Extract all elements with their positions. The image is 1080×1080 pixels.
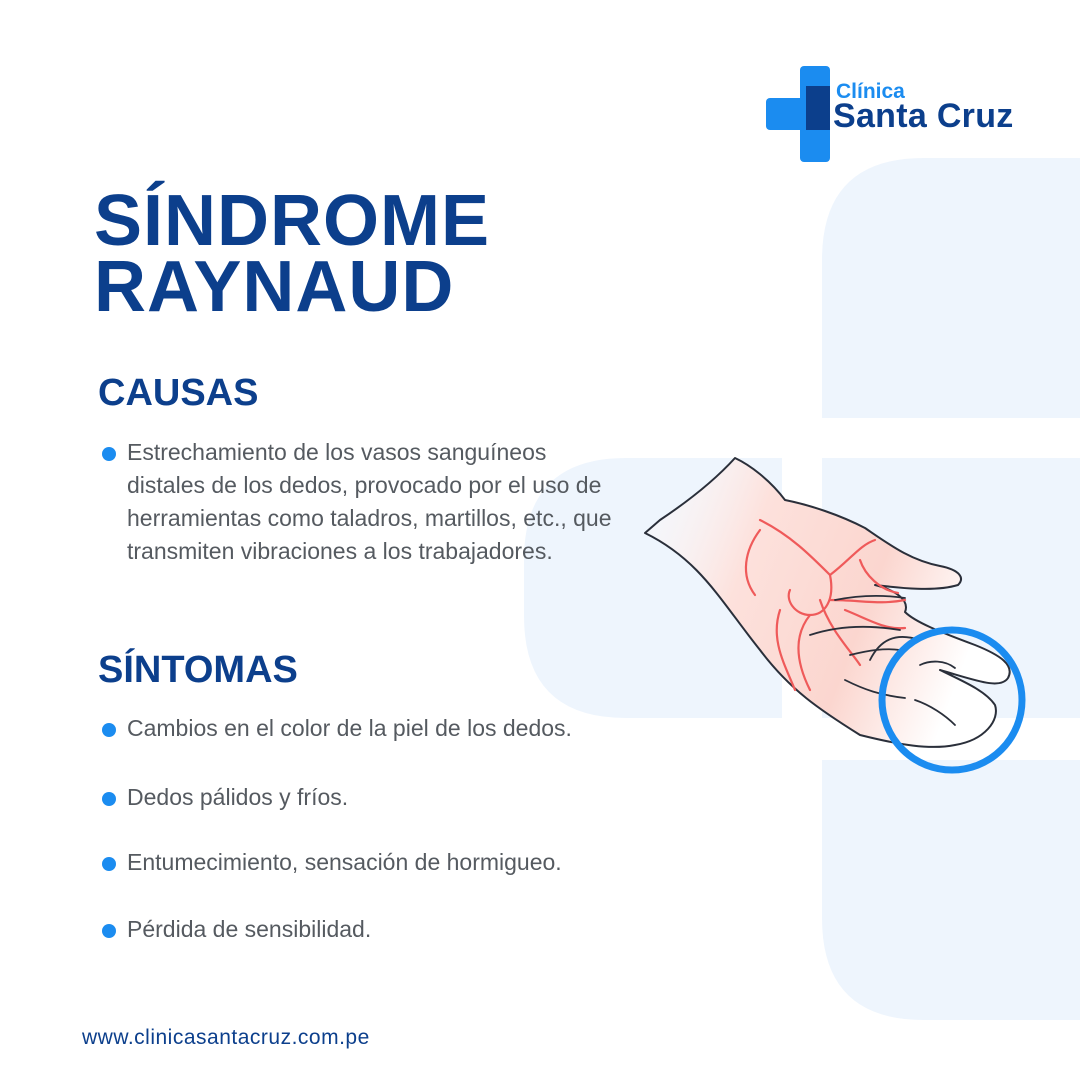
causas-item-text: Estrechamiento de los vasos sanguíneos distales de los dedos, provocado por el uso de herramientas como taladros, martillos, etc., que transmiten vibraciones a los trabajadores. bbox=[127, 439, 612, 564]
bullet-dot-icon bbox=[102, 924, 116, 938]
sintomas-heading: SÍNTOMAS bbox=[98, 649, 298, 691]
hand-veins-illustration bbox=[600, 440, 1080, 780]
sintomas-list-item bbox=[102, 712, 622, 745]
sintomas-item-text: Pérdida de sensibilidad. bbox=[127, 916, 372, 942]
sintomas-list-item bbox=[102, 913, 622, 946]
bullet-dot-icon bbox=[102, 723, 116, 737]
page-title bbox=[94, 181, 491, 327]
causas-heading: CAUSAS bbox=[98, 372, 259, 414]
title-line2: RAYNAUD bbox=[94, 247, 455, 327]
bullet-dot-icon bbox=[102, 857, 116, 871]
sintomas-list-item bbox=[102, 846, 622, 879]
sintomas-list-item bbox=[102, 781, 622, 814]
brand-name-line2: Santa Cruz bbox=[833, 97, 1014, 135]
bullet-dot-icon bbox=[102, 792, 116, 806]
brand-name-line1: Clínica bbox=[836, 80, 905, 103]
sintomas-item-text: Entumecimiento, sensación de hormigueo. bbox=[127, 849, 562, 875]
sintomas-item-text: Dedos pálidos y fríos. bbox=[127, 784, 349, 810]
bullet-dot-icon bbox=[102, 447, 116, 461]
sintomas-item-text: Cambios en el color de la piel de los dedos. bbox=[127, 715, 572, 741]
website-url[interactable]: www.clinicasantacruz.com.pe bbox=[82, 1026, 370, 1049]
causas-list-item bbox=[102, 436, 622, 568]
title-line1: SÍNDROME bbox=[94, 181, 491, 261]
